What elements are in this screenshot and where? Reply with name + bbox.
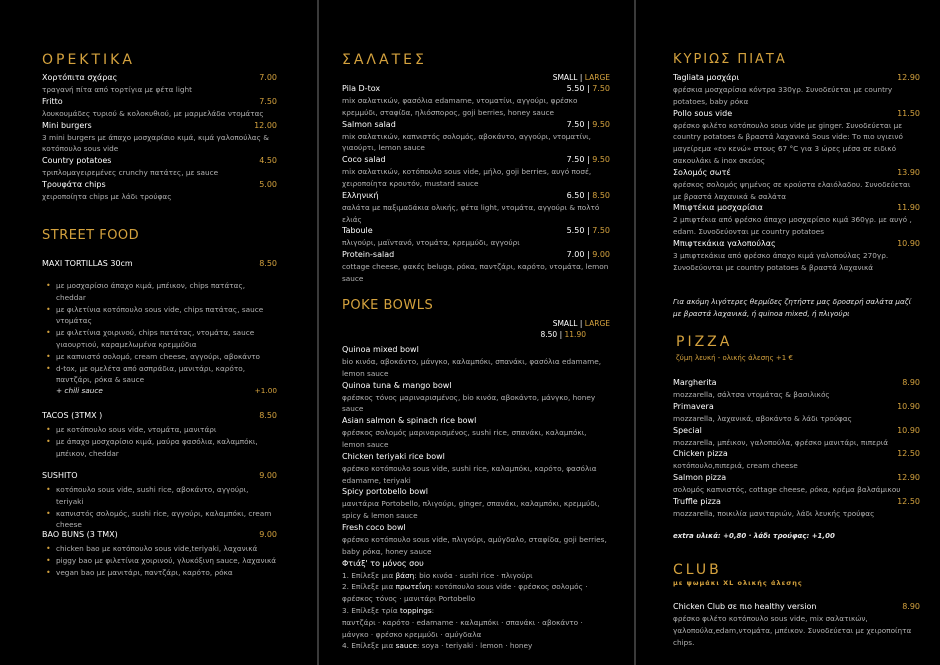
section-title-street-food: STREET FOOD	[42, 228, 140, 243]
bullet-list	[42, 484, 277, 531]
item-name-row	[42, 72, 277, 84]
street-tortillas	[42, 258, 277, 395]
price-separator: |	[584, 84, 593, 93]
item-desc: τραγανή πίτα από τορτίγια με φέτα light	[42, 85, 192, 94]
own-title: Φτιάξ' το μόνος σου	[342, 558, 424, 568]
size-header: SMALL | LARGE	[552, 73, 610, 82]
item-name-row	[342, 486, 610, 498]
price-small: 6.50	[566, 190, 585, 200]
item-desc: τριπλομαγειρεμένες crunchy πατάτες, με sauce	[42, 168, 219, 178]
size-small-label: SMALL	[552, 73, 578, 82]
step-line	[342, 640, 610, 652]
poke-block	[342, 318, 610, 652]
item-price: 12.00	[254, 120, 277, 130]
item-name: MAXI TORTILLAS 30cm	[42, 259, 133, 268]
size-header: SMALL | LARGE	[552, 319, 610, 328]
club-subtitle: με ψωμάκι XL ολικής άλεσης	[673, 579, 803, 587]
price-large: 7.50	[592, 226, 610, 236]
step-options: : bio κινόα · sushi rice · πλιγούρι	[414, 570, 533, 580]
step-options: :	[431, 605, 435, 615]
kyrios-note: Για ακόμη λιγότερες θερμίδες ζητήστε μας δροσερή σαλάτα μαζί με βραστά λαχανικά, ή quinoa mixed, ή πλιγούρι	[673, 297, 912, 318]
item-desc: 3 μπιφτεκάκια από φρέσκο άπαχο κιμά γαλοπούλας 270γρ. Συνοδεύονται με country potatoes & βραστά λαχανικά	[673, 250, 889, 272]
item-desc: λουκουμάδες τυριού & κολοκυθιού, με μαρμελάδα ντομάτας	[42, 108, 264, 118]
bullet-list	[42, 280, 277, 386]
item-name-row	[673, 448, 920, 460]
salates-list	[342, 83, 610, 285]
item-name: Fritto	[42, 96, 63, 106]
item-desc: φρέσκος τόνος μαριναρισμένος, bio κινόα, αβοκάντο, μάνγκο, honey sauce	[342, 392, 596, 414]
step-keyword: βάση	[395, 570, 415, 580]
price-small: 7.50	[566, 155, 585, 165]
item-name-row	[42, 529, 277, 541]
salates-block	[342, 72, 610, 285]
section-title-pizza: PIZZA	[676, 334, 733, 350]
item-name-row	[42, 410, 277, 422]
extra-row	[42, 386, 277, 395]
item-price: 8.50	[259, 259, 277, 268]
item-name-row	[42, 258, 277, 270]
price-small: 7.00	[566, 250, 585, 260]
item-desc: φρέσκος σολομός μαριναρισμένος, sushi rice, σπανάκι, καλαμπόκι, lemon sauce	[342, 428, 587, 449]
item-desc: σολομός καπνιστός, cottage cheese, ρόκα, κρέμα βαλσάμικου	[673, 485, 901, 495]
item-name-row	[673, 496, 920, 508]
item-price: 11.50	[897, 108, 920, 118]
item-name: Fresh coco bowl	[342, 522, 406, 532]
step-line	[342, 617, 610, 641]
size-small-label: SMALL	[552, 319, 578, 328]
item-price: 9.00	[259, 530, 277, 539]
item-price: 10.90	[897, 401, 920, 411]
item-price: 8.50	[259, 411, 277, 420]
item-name-row	[342, 249, 610, 261]
item-name-row	[342, 415, 610, 427]
item-name: Salmon pizza	[673, 473, 727, 483]
item-name-row	[42, 96, 277, 108]
item-name-row	[42, 179, 277, 191]
item-name-row	[673, 167, 920, 179]
item-name: Χορτόπιτα σχάρας	[42, 73, 118, 82]
item-name: Asian salmon & spinach rice bowl	[342, 416, 477, 426]
size-large-label: LARGE	[584, 73, 610, 82]
pizza-extra: extra υλικά: +0,80 · λάδι τρούφας: +1,00	[673, 532, 835, 540]
item-name-row	[42, 470, 277, 482]
item-desc: φρέσκο κοτόπουλο sous vide, sushi rice, καλαμπόκι, καρότο, φασόλια edamame, teriyaki	[342, 463, 597, 485]
bullet-item: • με άπαχο μοσχαρίσιο κιμά, μαύρα φασόλια, καλαμπόκι, μπέικον, cheddar	[56, 436, 277, 460]
item-price: 8.90	[902, 378, 920, 387]
section-title-club: CLUB	[673, 562, 722, 578]
item-name-row	[342, 190, 610, 202]
street-sushito	[42, 470, 277, 531]
item-name: Primavera	[673, 401, 714, 411]
step-line	[342, 581, 610, 605]
item-price: 5.00	[259, 179, 277, 189]
steps-list	[342, 570, 610, 653]
item-name-row	[673, 601, 920, 613]
item-price: 12.50	[897, 449, 920, 459]
item-desc: σαλάτα με παξιμαδάκια ολικής, φέτα light, ντομάτα, αγγούρι & πολτό ελιάς	[342, 202, 600, 224]
item-desc: φρέσκια μοσχαρίσια κόντρα 330γρ. Συνοδεύεται με country potatoes, baby ρόκα	[673, 85, 893, 106]
item-desc: χειροποίητα chips με λάδι τρούφας	[42, 191, 172, 201]
bullet-list	[42, 424, 277, 459]
item-name: Μπιφτέκια μοσχαρίσια	[673, 203, 763, 213]
item-name: Tagliata μοσχάρι	[673, 73, 740, 82]
item-name: Coco salad	[342, 155, 386, 165]
item-price: 10.90	[897, 425, 920, 435]
item-price: 11.90	[897, 203, 920, 213]
item-name: Truffle pizza	[673, 496, 721, 506]
item-name-row	[342, 522, 610, 534]
step-options: παντζάρι · καρότο · edamame · καλαμπόκι · σπανάκι · αβοκάντο · μάνγκο · φρέσκο κρεμμύδι · αμύγδαλα	[342, 617, 583, 639]
item-name: Quinoa mixed bowl	[342, 345, 419, 354]
item-name: Μπιφτεκάκια γαλοπούλας	[673, 238, 776, 248]
item-desc: 2 μπιφτέκια από φρέσκο άπαχο μοσχαρίσιο κιμά 360γρ. με αυγό , edam. Συνοδεύονται με country potatoes	[673, 215, 912, 237]
item-name: Τρουφάτα chips	[42, 179, 106, 189]
item-price: 10.90	[897, 238, 920, 248]
item-name: Pila D-tox	[342, 84, 381, 93]
item-name-row	[342, 119, 610, 131]
item-price: 12.50	[897, 496, 920, 506]
item-name-row	[342, 83, 610, 95]
size-large-label: LARGE	[584, 319, 610, 328]
step-prefix: 2. Επίλεξε μια	[342, 582, 396, 592]
poke-list	[342, 344, 610, 558]
pizza-subtitle: ζύμη λευκή - ολικής άλεσης +1 €	[676, 354, 793, 362]
item-desc: φρέσκο φιλέτο κοτόπουλο sous vide, mix σαλατικών, γαλοπούλα,edam,ντομάτα, μπέικον. Συνοδεύεται με χειροποίητα chips.	[673, 614, 912, 647]
item-name-row	[342, 380, 610, 392]
price-small: 8.50	[540, 330, 558, 339]
price-separator: |	[584, 155, 593, 165]
item-name: Mini burgers	[42, 120, 92, 130]
section-title-salates: ΣΑΛΑΤΕΣ	[342, 52, 427, 68]
price-separator: |	[584, 250, 593, 260]
item-name-row	[673, 238, 920, 250]
item-desc: πλιγούρι, μαϊντανό, ντομάτα, κρεμμύδι, αγγούρι	[342, 238, 520, 248]
price-small: 5.50	[566, 226, 585, 236]
item-desc: φρέσκο φιλέτο κοτόπουλο sous vide με ginger. Συνοδεύεται με country potatoes & βραστά λαχανικά Sous vide: Το πιο υγιεινό μαγείρεμα «εν κενώ» στους 67 °C για 3 ώρες μέσα σε ειδικό σακουλάκι & inox σκεύος	[673, 120, 903, 165]
extra-price: +1.00	[254, 386, 277, 396]
item-price: 7.00	[259, 73, 277, 82]
item-name: Chicken pizza	[673, 449, 728, 459]
item-price: 12.90	[897, 473, 920, 483]
item-prices	[567, 83, 610, 95]
item-desc: mozzarella, σάλτσα ντομάτας & βασιλικός	[673, 390, 830, 399]
step-prefix: 4. Επίλεξε μια	[342, 641, 396, 651]
item-desc: κοτόπουλο,πιπεριά, cream cheese	[673, 461, 798, 471]
price-separator: |	[584, 226, 593, 236]
item-prices	[567, 190, 610, 202]
price-large: 7.50	[592, 84, 610, 93]
pizza-list	[673, 377, 920, 520]
item-name: Country potatoes	[42, 156, 112, 166]
price-large: 9.00	[592, 250, 610, 260]
item-desc: mix σαλατικών, κοτόπουλο sous vide, μήλο, goji berries, αυγό ποσέ, χειροποίητα κρουτόν, mustard sauce	[342, 167, 592, 188]
bullet-item: • piggy bao με φιλετίνια χοιρινού, γλυκόξινη sauce, λαχανικά	[56, 555, 277, 567]
item-name-row	[42, 120, 277, 132]
own-bowl-title	[342, 558, 610, 570]
price-large: 11.90	[564, 330, 586, 339]
item-name: Spicy portobello bowl	[342, 487, 428, 497]
item-price: 4.50	[259, 156, 277, 166]
bullet-item: • vegan bao με μανιτάρι, παντζάρι, καρότο, ρόκα	[56, 567, 277, 579]
item-price: 13.90	[897, 167, 920, 177]
item-name: Ελληνική	[342, 190, 379, 200]
item-name-row	[673, 202, 920, 214]
menu-column-3	[636, 0, 940, 665]
price-separator: |	[584, 119, 593, 129]
step-options: : κοτόπουλο sous vide · φρέσκος σολομός · φρέσκος τόνος · μανιτάρι Portobello	[342, 582, 588, 604]
item-price: 9.00	[259, 471, 277, 480]
item-name: Chicken teriyaki rice bowl	[342, 451, 445, 461]
item-desc: mix σαλατικών, καπνιστός σολομός, αβοκάντο, αγγούρι, ντοματίνι, γιαούρτι, lemon sauce	[342, 131, 591, 153]
price-small: 7.50	[566, 119, 585, 129]
bullet-item: • με κοτόπουλο sous vide, ντομάτα, μανιτάρι	[56, 424, 277, 436]
price-large: 9.50	[592, 119, 610, 129]
item-name-row	[673, 108, 920, 120]
item-name: Taboule	[342, 226, 373, 236]
step-prefix: 3. Επίλεξε τρία	[342, 605, 400, 615]
section-title-orektika: ΟΡΕΚΤΙΚΑ	[42, 52, 135, 68]
item-price: 8.90	[902, 602, 920, 611]
step-line	[342, 570, 610, 582]
item-name: Chicken Club σε πιο healthy version	[673, 602, 817, 611]
item-prices	[567, 154, 610, 166]
step-keyword: sauce	[395, 641, 417, 651]
bullet-item: • καπνιστός σολομός, sushi rice, αγγούρι, καλαμπόκι, cream cheese	[56, 508, 277, 532]
item-name: Special	[673, 425, 702, 435]
bullet-item: • με μοσχαρίσιο άπαχο κιμά, μπέικον, chips πατάτας, cheddar	[56, 280, 277, 304]
item-name: Salmon salad	[342, 119, 396, 129]
item-name-row	[342, 451, 610, 463]
item-name: Quinoa tuna & mango bowl	[342, 380, 452, 390]
step-options: : soya · teriyaki · lemon · honey	[417, 641, 533, 651]
bullet-item: • με φιλετίνια χοιρινού, chips πατάτας, ντομάτα, sauce γιαουρτιού, καραμελωμένα κρεμμύδια	[56, 327, 277, 351]
item-name-row	[673, 72, 920, 84]
price-separator: |	[584, 190, 593, 200]
item-name: TACOS (3TMX )	[42, 411, 103, 420]
item-desc: mozzarella, μπέικον, γαλοπούλα, φρέσκο μανιτάρι, πιπεριά	[673, 437, 889, 447]
item-desc: 3 mini burgers με άπαχο μοσχαρίσιο κιμά, κιμά γαλοπούλας & κοτόπουλο sous vide	[42, 132, 269, 154]
club-item	[673, 601, 920, 648]
kyrios-list	[673, 72, 920, 274]
item-price: 7.50	[259, 96, 277, 106]
item-prices	[567, 249, 610, 261]
item-desc: bio κινόα, αβοκάντο, μάνγκο, καλαμπόκι, σπανάκι, φασόλια edamame, lemon sauce	[342, 357, 602, 378]
bullet-item: • chicken bao με κοτόπουλο sous vide,teriyaki, λαχανικά	[56, 543, 277, 555]
item-name-row	[42, 155, 277, 167]
menu-column-1	[0, 0, 317, 665]
step-keyword: πρωτεΐνη	[395, 582, 431, 592]
item-desc: cottage cheese, φακές beluga, ρόκα, παντζάρι, καρότο, ντομάτα, lemon sauce	[342, 262, 609, 283]
price-large: 8.50	[592, 190, 610, 200]
price-large: 9.50	[592, 155, 610, 165]
item-name: Protein-salad	[342, 250, 395, 260]
item-name-row	[342, 344, 610, 356]
bullet-item: • με φιλετίνια κοτόπουλο sous vide, chips πατάτας, sauce ντομάτας	[56, 304, 277, 328]
item-name: Pollo sous vide	[673, 108, 733, 118]
bullet-item: • κοτόπουλο sous vide, sushi rice, αβοκάντο, αγγούρι, teriyaki	[56, 484, 277, 508]
item-name: SUSHITO	[42, 471, 78, 480]
menu-column-2	[319, 0, 634, 665]
price-small: 5.50	[566, 84, 585, 93]
bullet-item: • με καπνιστό σολομό, cream cheese, αγγούρι, αβοκάντο	[56, 351, 277, 363]
item-desc: mozzarella, ποικιλία μανιταριών, λάδι λευκής τρούφας	[673, 508, 875, 518]
extra-label: + chili sauce	[56, 386, 103, 396]
item-name-row	[673, 425, 920, 437]
item-name-row	[342, 225, 610, 237]
item-name-row	[673, 472, 920, 484]
item-prices	[567, 225, 610, 237]
section-title-kyrios: ΚΥΡΙΩΣ ΠΙΑΤΑ	[673, 52, 787, 67]
section-title-poke: POKE BOWLS	[342, 298, 434, 313]
bullet-list	[42, 543, 277, 578]
step-keyword: toppings	[399, 605, 432, 615]
step-line	[342, 605, 610, 617]
item-desc: μανιτάρια Portobello, πλιγούρι, ginger, σπανάκι, καλαμπόκι, κρεμμύδι, spicy & lemon sauce	[342, 499, 600, 521]
item-prices	[567, 119, 610, 131]
bullet-item: • d-tox, με ομελέτα από ασπράδια, μανιτάρι, καρότο, παντζάρι, ρόκα & sauce	[56, 363, 277, 387]
orektika-list	[42, 72, 277, 203]
item-name-row	[342, 154, 610, 166]
item-name-row	[673, 401, 920, 413]
item-desc: mix σαλατικών, φασόλια edamame, ντοματίνι, αγγούρι, φρέσκο κρεμμύδι, σταφίδα, ηλιόσπορος, goji berries, honey sauce	[342, 96, 578, 117]
item-desc: mozzarella, λαχανικά, αβοκάντο & λάδι τρούφας	[673, 413, 852, 423]
item-desc: φρέσκος σολομός ψημένος σε κρούστα ελαιόλαδου. Συνοδεύεται με βραστά λαχανικά & σαλάτα	[673, 179, 911, 201]
item-name: BAO BUNS (3 TMX)	[42, 530, 118, 539]
item-name: Margherita	[673, 378, 717, 387]
step-prefix: 1. Επίλεξε μια	[342, 570, 396, 580]
street-tacos	[42, 410, 277, 459]
size-prices: 8.50 | 11.90	[540, 330, 586, 339]
street-bao	[42, 529, 277, 578]
item-name-row	[673, 377, 920, 389]
item-name: Σολομός σωτέ	[673, 167, 731, 177]
item-price: 12.90	[897, 73, 920, 82]
item-desc: φρέσκο κοτόπουλο sous vide, πλιγούρι, αμύγδαλο, σταφίδα, goji berries, baby ρόκα, honey sauce	[342, 534, 607, 556]
